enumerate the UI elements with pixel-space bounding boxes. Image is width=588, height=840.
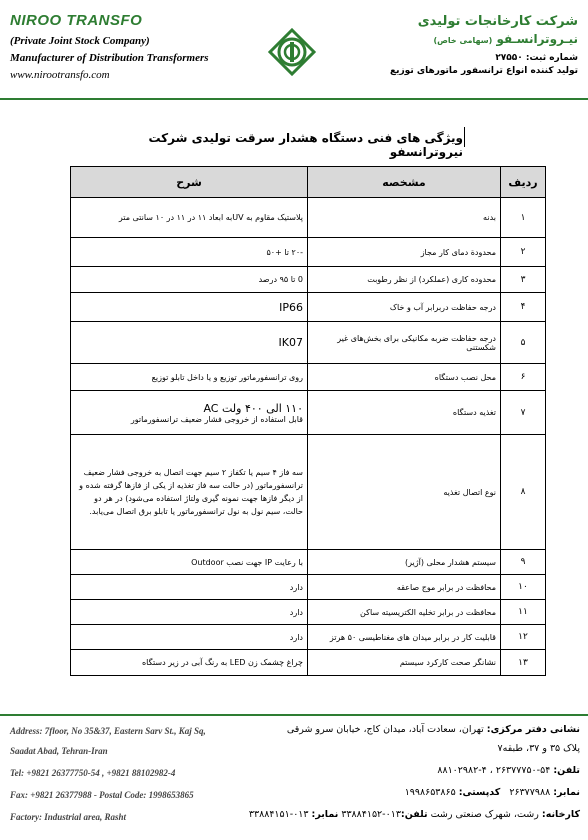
table-row (71, 650, 546, 676)
row-number: ۷ (501, 391, 546, 435)
row-desc: چراغ چشمک زن LED به رنگ آبی در زیر دستگاه (71, 650, 308, 676)
row-number: ۹ (501, 550, 546, 575)
row-number: ۱۲ (501, 625, 546, 650)
spec-table (70, 166, 546, 676)
row-desc-line: ۱۱۰ الی ۴۰۰ ولت AC (203, 401, 303, 415)
row-desc: 0 تا ۹۵ درصد (71, 267, 308, 293)
office-address-2: پلاک ۳۵ و ۳۷، طبقه۷ (497, 743, 580, 754)
address-line-1: Address: 7floor, No 35&37, Eastern Sarv St., Kaj Sq, (10, 726, 206, 736)
row-spec: نوع اتصال تغذیه (308, 435, 501, 550)
row-desc: -۲۰ تا +۵۰ (71, 238, 308, 267)
company-type: (Private Joint Stock Company) (10, 35, 150, 47)
factory-tel: ۰۱۳-۳۳۸۸۴۱۵۲ (341, 809, 401, 820)
website-link[interactable]: www.nirootransfo.com (10, 69, 110, 81)
factory-tel-label: تلفن: (400, 809, 428, 820)
row-number: ۳ (501, 267, 546, 293)
table-row (71, 198, 546, 238)
factory-fa (249, 809, 580, 820)
header-desc: شرح (71, 167, 308, 198)
brand-name: NIROO TRANSFO (10, 12, 143, 29)
company-logo-icon (268, 28, 316, 76)
row-number: ۱ (501, 198, 546, 238)
tel-label: تلفن: (553, 765, 580, 776)
factory-addr: رشت، شهرک صنعتی رشت (430, 809, 542, 820)
tel-en: Tel: +9821 26377750-54 , +9821 88102982-4 (10, 768, 176, 778)
factory-fax-label: نمابر: (311, 809, 339, 820)
row-desc: دارد (71, 625, 308, 650)
table-row (71, 550, 546, 575)
row-spec: درجه حفاظت ضربه مکانیکی برای بخش‌های غیر شکستنی (308, 322, 501, 364)
row-spec: محدودة دمای کار مجاز (308, 238, 501, 267)
factory-label: کارخانه: (541, 809, 580, 820)
row-number: ۴ (501, 293, 546, 322)
postal-label: کدپستی: (458, 787, 501, 798)
fax-label: نمابر: (553, 787, 580, 798)
row-number: ۸ (501, 435, 546, 550)
header-spec: مشخصه (308, 167, 501, 198)
fax-postal-fa (405, 787, 580, 798)
table-row (71, 600, 546, 625)
table-row (71, 435, 546, 550)
row-desc-line: قابل استفاده از خروجی فشار ضعیف ترانسفورماتور (130, 414, 303, 424)
row-spec: سیستم هشدار محلی (آژیر) (308, 550, 501, 575)
row-desc: دارد (71, 600, 308, 625)
factory-en: Factory: Industrial area, Rasht (10, 812, 127, 822)
row-spec: محدوده کاری (عملکرد) از نظر رطوبت (308, 267, 501, 293)
factory-fax: ۰۱۳-۳۳۸۸۴۱۵۱ (248, 809, 312, 820)
header-right (348, 14, 578, 76)
row-number: ۵ (501, 322, 546, 364)
fa-company-name (348, 32, 578, 46)
table-row (71, 575, 546, 600)
table-row (71, 625, 546, 650)
row-spec: درجه حفاظت دربرابر آب و خاک (308, 293, 501, 322)
fa-company: شرکت کارخانجات تولیدی (417, 14, 578, 29)
fa-company-type: (سهامی خاص) (433, 36, 493, 45)
header-left (10, 12, 255, 84)
row-desc: پلاستیک مقاوم به UVبه ابعاد ۱۱ در ۱۱ در ۱۰ سانتی متر (71, 198, 308, 238)
row-desc: با رعایت IP جهت نصب Outdoor (71, 550, 308, 575)
company-tagline: Manufacturer of Distribution Transformers (10, 52, 209, 64)
row-number: ۲ (501, 238, 546, 267)
header-divider (0, 98, 588, 100)
text-cursor (464, 127, 465, 147)
tel-fa (437, 765, 580, 776)
fa-name: نیـروترانسـفو (496, 32, 578, 46)
row-desc: دارد (71, 575, 308, 600)
row-spec: محافظت در برابر تخلیه الکتریسیته ساکن (308, 600, 501, 625)
row-number: ۱۳ (501, 650, 546, 676)
office-addr: تهران، سعادت آباد، میدان کاج، خیابان سرو شرقی (286, 724, 487, 735)
tel-value: ۵۴-۲۶۳۷۷۷۵۰ ، ۴-۸۸۱۰۲۹۸۲ (437, 765, 554, 776)
table-row (71, 391, 546, 435)
row-spec: محافظت در برابر موج صاعقه (308, 575, 501, 600)
row-desc: سه فاز ۴ سیم یا تکفاز ۲ سیم جهت اتصال به خروجی فشار ضعیف ترانسفورماتور (در حالت سه فاز تغذیه از یکی از فازها گرفته شده و از دیگر فازها جهت نمونه گیری ولتاژ استفاده می‌شود) در هر دو حالت، سیم نول به نول ترانسفورماتور یا تابلو برق اتصال می‌یابد. (71, 435, 308, 550)
header-row-no: ردیف (501, 167, 546, 198)
fax-en: Fax: +9821 26377988 - Postal Code: 1998653865 (10, 790, 194, 800)
table-row (71, 267, 546, 293)
office-label: نشانی دفتر مرکزی: (486, 724, 580, 735)
fax-value: ۲۶۳۷۷۹۸۸ (509, 787, 554, 798)
document-title: ویژگی های فنی دستگاه هشدار سرقت تولیدی شرکت نیروترانسفو (148, 131, 463, 159)
footer-divider (0, 714, 588, 716)
table-row (71, 293, 546, 322)
office-address (287, 724, 580, 735)
table-row (71, 322, 546, 364)
row-desc: روی ترانسفورماتور توزیع و یا داخل تابلو توزیع (71, 364, 308, 391)
table-row (71, 364, 546, 391)
row-number: ۱۰ (501, 575, 546, 600)
row-number: ۱۱ (501, 600, 546, 625)
address-line-2: Saadat Abad, Tehran-Iran (10, 746, 108, 756)
row-desc (71, 391, 308, 435)
postal-value: ۱۹۹۸۶۵۳۸۶۵ (404, 787, 459, 798)
row-desc: IP66 (71, 293, 308, 322)
row-number: ۶ (501, 364, 546, 391)
row-spec: تغذیه دستگاه (308, 391, 501, 435)
table-row (71, 238, 546, 267)
table-header-row (71, 167, 546, 198)
row-spec: قابلیت کار در برابر میدان های مغناطیسی ۵۰ هرتز (308, 625, 501, 650)
row-desc: IK07 (71, 322, 308, 364)
registration-number: شماره ثبت: ۲۷۵۵۰ (495, 53, 578, 63)
row-spec: نشانگر صحت کارکرد سیستم (308, 650, 501, 676)
row-spec: محل نصب دستگاه (308, 364, 501, 391)
row-spec: بدنه (308, 198, 501, 238)
fa-tagline: تولید کننده انواع ترانسفور ماتورهای توزیع (389, 66, 578, 76)
